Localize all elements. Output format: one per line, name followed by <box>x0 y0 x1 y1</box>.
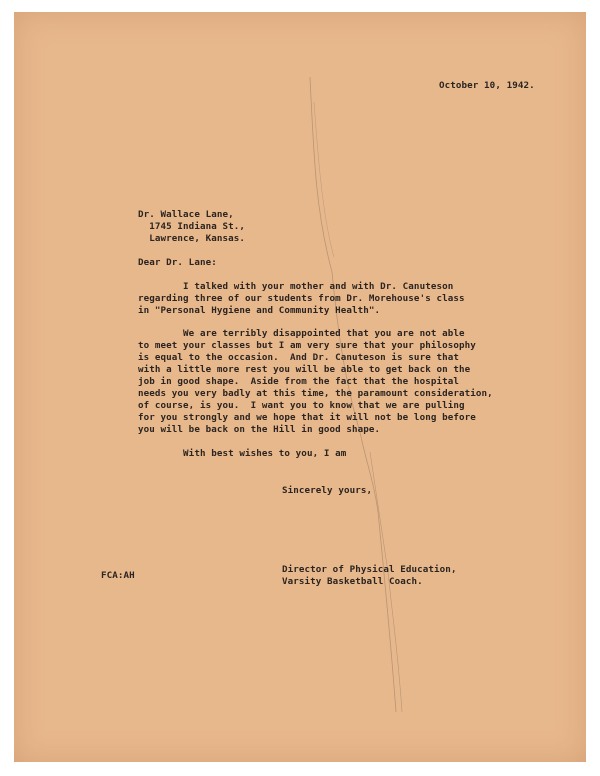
letter-date: October 10, 1942. <box>439 80 535 91</box>
paragraph-line: job in good shape. Aside from the fact that the hospital <box>138 376 459 387</box>
paragraph-line: is equal to the occasion. And Dr. Canuteson is sure that <box>138 352 459 363</box>
letter-page <box>14 12 586 762</box>
paragraph-line: needs you very badly at this time, the paramount consideration, <box>138 388 493 399</box>
paragraph-line: you will be back on the Hill in good shape. <box>138 424 381 435</box>
paragraph-line: regarding three of our students from Dr. Morehouse's class <box>138 293 465 304</box>
address-line: Lawrence, Kansas. <box>138 233 245 244</box>
address-line: Dr. Wallace Lane, <box>138 209 234 220</box>
signature-title: Varsity Basketball Coach. <box>282 576 423 587</box>
closing: Sincerely yours, <box>282 485 373 496</box>
address-line: 1745 Indiana St., <box>138 221 245 232</box>
salutation: Dear Dr. Lane: <box>138 257 217 268</box>
paragraph-line: to meet your classes but I am very sure that your philosophy <box>138 340 476 351</box>
paragraph-3: With best wishes to you, I am <box>138 448 347 459</box>
paragraph-line: I talked with your mother and with Dr. Canuteson <box>138 281 454 292</box>
paragraph-line: We are terribly disappointed that you are not able <box>138 328 465 339</box>
paragraph-line: for you strongly and we hope that it will not be long before <box>138 412 476 423</box>
typist-initials: FCA:AH <box>101 570 135 581</box>
paragraph-line: in "Personal Hygiene and Community Health". <box>138 305 381 316</box>
paragraph-line: with a little more rest you will be able to get back on the <box>138 364 471 375</box>
paragraph-line: of course, is you. I want you to know that we are pulling <box>138 400 465 411</box>
signature-title: Director of Physical Education, <box>282 564 457 575</box>
